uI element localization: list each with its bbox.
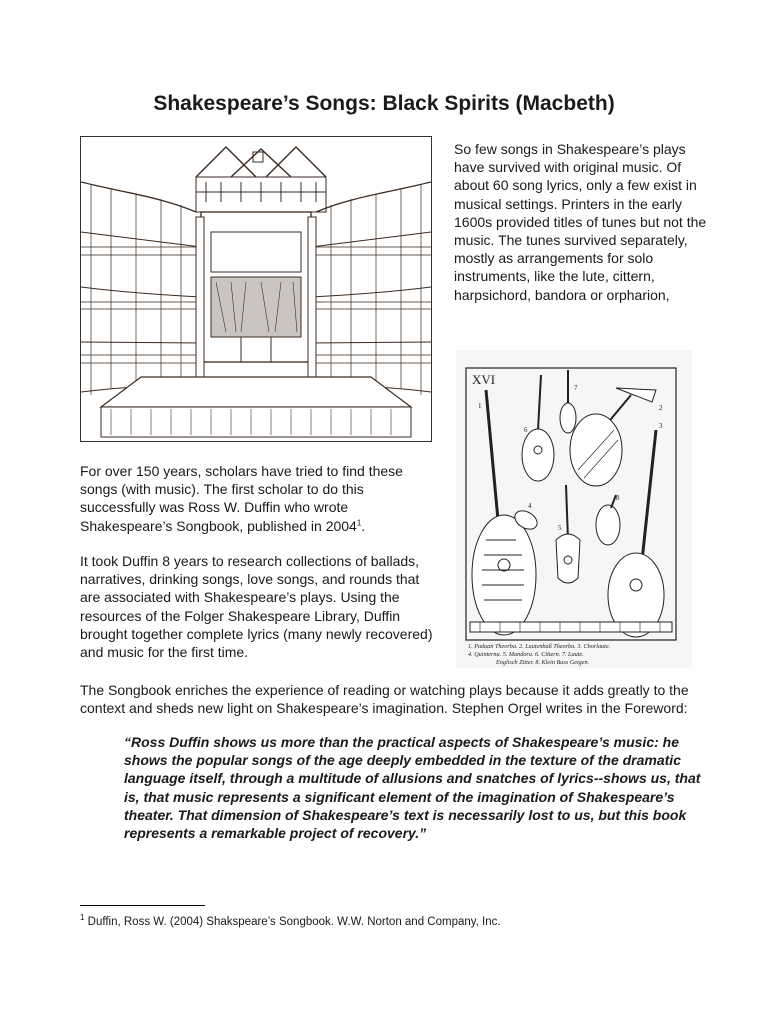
history-paragraph-end: .: [361, 517, 366, 534]
plate-number-5: 5: [558, 524, 562, 532]
plate-number-2: 2: [659, 404, 663, 412]
footnote-reference[interactable]: 1: [356, 517, 362, 527]
plate-caption-line-2: 4. Quinterna. 5. Mandora. 6. Cittern. 7. Laute.: [468, 651, 584, 658]
plate-number-1: 1: [478, 402, 482, 410]
plate-number-3: 3: [659, 422, 663, 430]
research-paragraph: It took Duffin 8 years to research collections of ballads, narratives, drinking songs, love songs, and rounds that are associated with Shakespeare’s plays. Using the resources of the Folger Shakespeare Library, Duffin brought together complete lyrics (many newly recovered) and music for the first time.: [80, 553, 433, 661]
plate-heading: XVI: [472, 372, 496, 387]
page-title: Shakespeare’s Songs: Black Spirits (Macbeth): [153, 92, 615, 115]
plate-caption-line-1: 1. Paduan Theorba. 2. Lautenbaß Theorba. 3. Chorlaute.: [468, 643, 611, 650]
globe-theatre-illustration: [80, 136, 432, 442]
plate-caption-line-3: Englisch Zitter. 8. Klein Bass Geigen.: [496, 659, 590, 666]
plate-number-6: 6: [524, 426, 528, 434]
instruments-illustration: [456, 350, 692, 668]
history-paragraph: [80, 462, 438, 535]
plate-number-8: 8: [616, 494, 620, 502]
songbook-paragraph: The Songbook enriches the experience of reading or watching plays because it adds greatly to the context and sheds new light on Shakespeare’s imagination. Stephen Orgel writes in the Foreword:: [80, 682, 689, 717]
plate-number-7: 7: [574, 384, 578, 392]
foreword-quote: “Ross Duffin shows us more than the practical aspects of Shakespeare’s music: he shows the popular songs of the age deeply embedded in the texture of the dramatic language itself, through a multitude of allusions and snatches of lyrics--shows us, that is, that music represents a significant element of the imagination of Shakespeare’s theater. That dimension of Shakespeare’s text is necessarily lost to us, but this book represents a remarkable project of recovery.”: [124, 734, 701, 842]
history-paragraph-text: For over 150 years, scholars have tried to find these songs (with music). The first scholar to do this successfully was Ross W. Duffin who wrote Shakespeare’s Songbook, published in 2004: [80, 463, 403, 534]
footnote: [80, 913, 700, 928]
plate-number-4: 4: [528, 502, 532, 510]
intro-paragraph: So few songs in Shakespeare’s plays have survived with original music. Of about 60 song lyrics, only a few exist in musical settings. Printers in the early 1600s provided titles of tunes but not the music. The tunes survived separately, mostly as arrangements for solo instruments, like the lute, cittern, harpsichord, bandora or orpharion,: [454, 141, 707, 303]
footnote-marker: 1: [80, 913, 85, 923]
footnote-divider: [80, 905, 205, 906]
footnote-text: Duffin, Ross W. (2004) Shakspeare’s Songbook. W.W. Norton and Company, Inc.: [84, 916, 501, 928]
